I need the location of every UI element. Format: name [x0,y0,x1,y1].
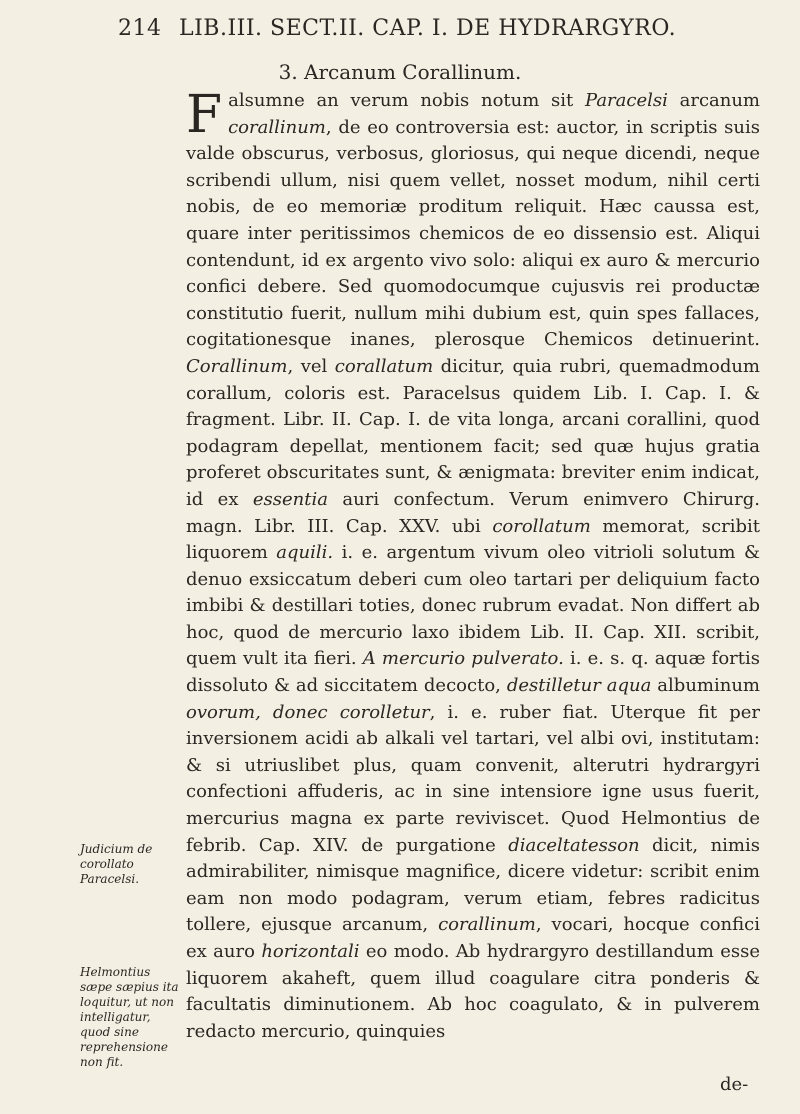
catchword: de- [720,1074,749,1095]
margin-note-helmontius: Helmontius sæpe sæpius ita loquitur, ut non intelligatur, quod sine reprehensione non fit. [80,965,179,1069]
running-title: LIB.III. SECT.II. CAP. I. DE HYDRARGYRO. [179,16,677,41]
drop-cap: F [186,85,223,145]
body-text: alsumne an verum nobis notum sit Paracelsi arcanum corallinum, de eo controversia est: auctor, in scriptis suis valde obscurus, verbosus, gloriosus, qui neque dicendi, neque scribendi ullum, nisi quem vellet, nosset modum, nihil certi nobis, de eo memoriæ proditum reliquit. Hæc caussa est, quare inter peritissimos chemicos de eo dissensio est. Aliqui contendunt, id ex argento vivo solo: aliqui ex auro & mercurio confici debere. Sed quomodocumque cujusvis rei productæ constitutio fuerit, nullum mihi dubium est, quin spes fallaces, cogitationesque inanes, plerosque Chemicos detinuerint. Corallinum, vel corallatum dicitur, quia rubri, quemadmodum corallum, coloris est. Paracelsus quidem Lib. I. Cap. I. & fragment. Libr. II. Cap. I. de vita longa, arcani corallini, quod podagram depellat, mentionem facit; sed quæ hujus gratia proferet obscuritates sunt, & ænigmata: breviter enim indicat, id ex essentia auri confectum. Verum enimvero Chirurg. magn. Libr. III. Cap. XXV. ubi corollatum memorat, scribit liquorem aquili. i. e. argentum vivum oleo vitrioli solutum & denuo exsiccatum deberi cum oleo tartari per deliquium facto imbibi & destillari toties, donec rubrum evadat. Non differt ab hoc, quod de mercurio laxo ibidem Lib. II. Cap. XII. scribit, quem vult ita fieri. A mercurio pulverato. i. e. s. q. aquæ fortis dissoluto & ad siccitatem decocto, destilletur aqua albuminum ovorum, donec corolletur, i. e. ruber fiat. Uterque fit per inversionem acidi ab alkali vel tartari, vel albi ovi, institutam: & si utriuslibet plus, quam convenit, alterutri hydrargyri confectioni affuderis, ac in sine intensiore igne usus fuerit, mercurius magna ex parte reviviscet. Quod Helmontius de febrib. Cap. XIV. de purgatione diaceltatesson dicit, nimis admirabiliter, nimisque magnifice, dicere videtur: scribit enim eam non modo podagram, verum etiam, febres radicitus tollere, ejusque arcanum, corallinum, vocari, hocque confici ex auro horizontali eo modo. Ab hydrargyro destillandum esse liquorem akaheft, quem illud coagulare citra ponderis & facultatis diminutionem. Ab hoc coagulato, & in pulverem redacto mercurio, quinquies [186,90,761,1042]
margin-note-judicium: Judicium de corollato Paracelsi. [80,842,153,886]
page-number: 214 [118,16,162,41]
body-paragraph [186,85,761,1045]
section-title: 3. Arcanum Corallinum. [278,60,522,84]
running-header [118,16,758,41]
